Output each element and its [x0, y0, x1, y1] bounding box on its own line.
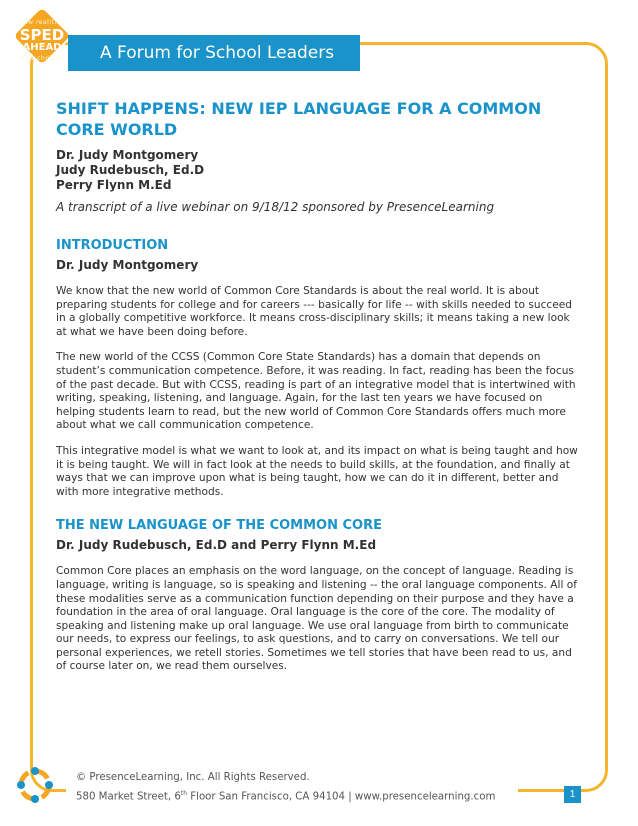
logo-tagline-top: new realities	[19, 19, 65, 26]
logo-tagline-bottom: new choices	[20, 55, 64, 62]
author-1: Dr. Judy Montgomery	[56, 148, 199, 162]
sped-ahead-logo	[10, 4, 74, 68]
common-core-heading: THE NEW LANGUAGE OF THE COMMON CORE	[56, 518, 382, 534]
intro-paragraph-2: The new world of the CCSS (Common Core State Standards) has a domain that depends on student’s communication competence. Before, it was reading. In fact, reading has been the focus of the past decade. But with CCSS, reading is part of an integrative model that is intertwined with writing, speaking, listening, and language. Again, for the last ten years we have focused on helping students learn to read, but the new world of Common Core Standards offers much more about what we call communication competence.	[56, 351, 576, 432]
transcript-note: A transcript of a live webinar on 9/18/12 sponsored by PresenceLearning	[56, 200, 495, 214]
author-list	[56, 148, 580, 193]
common-core-authors: Dr. Judy Rudebusch, Ed.D and Perry Flynn M.Ed	[56, 538, 377, 553]
page-number: 1	[564, 786, 581, 803]
document-title	[56, 98, 580, 140]
intro-paragraph-1: We know that the new world of Common Core Standards is about the real world. It is about preparing students for college and for careers --- basically for life -- with skills needed to succeed in a globally competitive workforce. It means cross-disciplinary skills; it means taking a new look at what we have been doing before.	[56, 285, 573, 338]
author-2: Judy Rudebusch, Ed.D	[56, 163, 205, 177]
intro-paragraph-3: This integrative model is what we want to look at, and its impact on what is being taught and how it is being taught. We will in fact look at the needs to build skills, at the foundation, and finally at ways that we can improve upon what is being taught, how we can do it in different, better and with more integrative methods.	[56, 444, 578, 498]
footer-text	[76, 770, 495, 805]
footer-copyright: © PresenceLearning, Inc. All Rights Reserved.	[76, 772, 310, 783]
presencelearning-logo-icon	[14, 764, 56, 806]
forum-banner: A Forum for School Leaders	[68, 35, 360, 71]
intro-heading: INTRODUCTION	[56, 238, 169, 253]
title-line-1: SHIFT HAPPENS: NEW IEP LANGUAGE FOR A COMMON	[56, 99, 542, 118]
logo-sped: SPED	[19, 26, 65, 44]
logo-ahead: AHEAD	[22, 42, 62, 53]
common-core-paragraph-1: Common Core places an emphasis on the word language, on the concept of language. Reading is language, writing is language, so is speaking and listening -- the oral language components. All of these modalities serve as a communication function depending on their purpose and they have a foundation in the area of oral language. Oral language is the core of the core. The modality of speaking and listening make up oral language. We use oral language from birth to communicate our needs, to express our feelings, to ask questions, and to carry on conversations. We tell our personal experiences, we retell stories. Sometimes we tell stories that have been read to us, and of course later on, we read them ourselves.	[56, 565, 577, 673]
intro-author: Dr. Judy Montgomery	[56, 258, 199, 272]
footer-address: 580 Market Street, 6th Floor San Francisco, CA 94104 | www.presencelearning.com	[76, 790, 496, 803]
author-3: Perry Flynn M.Ed	[56, 178, 172, 192]
document-body	[56, 98, 580, 674]
title-line-2: CORE WORLD	[56, 120, 178, 139]
